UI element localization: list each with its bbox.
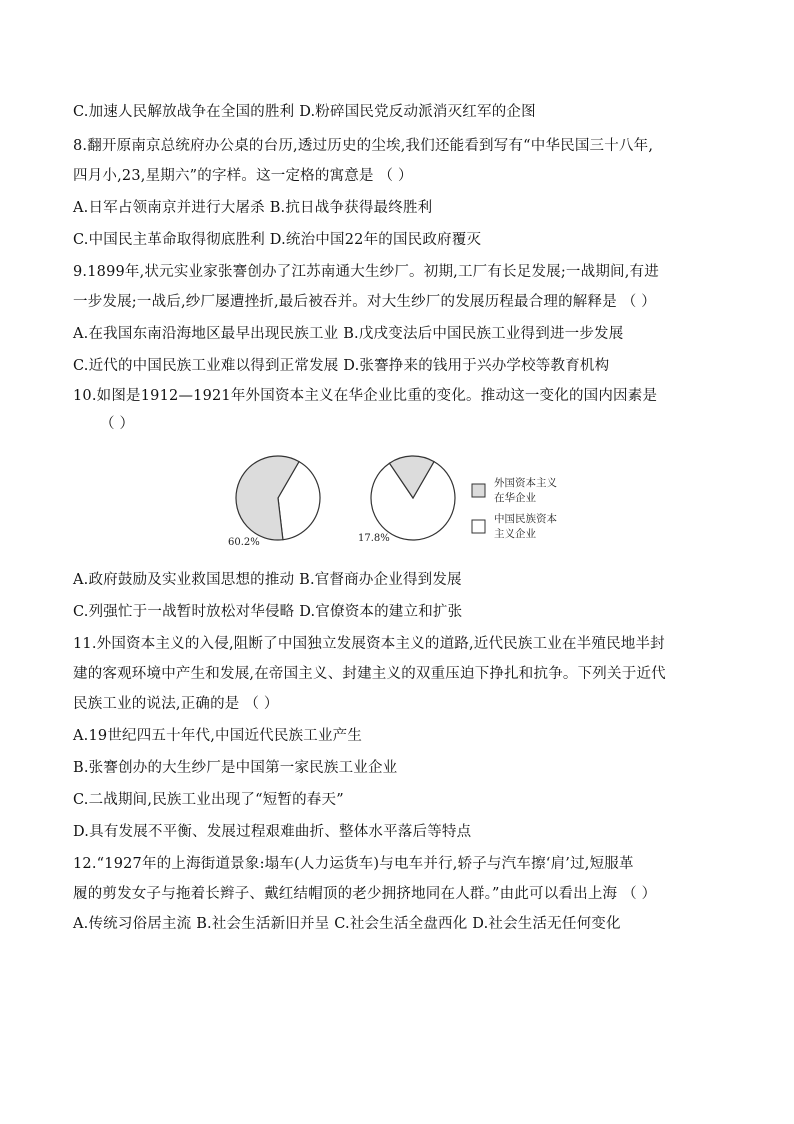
q10-options-cd: C.列强忙于一战暂时放松对华侵略 D.官僚资本的建立和扩张	[73, 604, 463, 620]
q9-options-ab: A.在我国东南沿海地区最早出现民族工业 B.戊戌变法后中国民族工业得到进一步发展	[73, 326, 624, 342]
legend-label-line2: 主义企业	[494, 528, 536, 540]
q10-options-ab: A.政府鼓励及实业救国思想的推动 B.官督商办企业得到发展	[73, 572, 462, 588]
q12-stem-line2: 履的剪发女子与拖着长辫子、戴红结帽顶的老少拥挤地同在人群。”由此可以看出上海 （ ）	[73, 886, 657, 902]
legend-swatch	[472, 484, 485, 497]
q9-stem-line2: 一步发展;一战后,纱厂屡遭挫折,最后被吞并。对大生纱厂的发展历程最合理的解释是 （ ）	[73, 294, 656, 310]
q11-option-c: C.二战期间,民族工业出现了“短暂的春天”	[73, 792, 344, 808]
q8-stem-line2: 四月小,23,星期六”的字样。这一定格的寓意是 （ ）	[73, 168, 413, 184]
q11-option-d: D.具有发展不平衡、发展过程艰难曲折、整体水平落后等特点	[73, 824, 472, 840]
q11-stem-line3: 民族工业的说法,正确的是 （ ）	[73, 696, 279, 712]
q8-options-ab: A.日军占领南京并进行大屠杀 B.抗日战争获得最终胜利	[73, 200, 433, 216]
q9-options-cd: C.近代的中国民族工业难以得到正常发展 D.张謇挣来的钱用于兴办学校等教育机构	[73, 358, 610, 374]
q9-stem-line1: 9.1899年,状元实业家张謇创办了江苏南通大生纱厂。初期,工厂有长足发展;一战期间,有进	[73, 264, 659, 280]
q11-stem-line1: 11.外国资本主义的入侵,阻断了中国独立发展资本主义的道路,近代民族工业在半殖民地半封	[73, 636, 665, 652]
q8-stem-line1: 8.翻开原南京总统府办公桌的台历,透过历史的尘埃,我们还能看到写有“中华民国三十八年,	[73, 138, 654, 154]
q7-options-cd: C.加速人民解放战争在全国的胜利 D.粉碎国民党反动派消灭红军的企图	[73, 104, 536, 120]
legend-label-line1: 中国民族资本	[494, 513, 557, 525]
pie-percent-label: 60.2%	[228, 537, 260, 548]
q12-options: A.传统习俗居主流 B.社会生活新旧并呈 C.社会生活全盘西化 D.社会生活无任何变化	[73, 916, 621, 932]
q12-stem-line1: 12.“1927年的上海街道景象:塌车(人力运货车)与电车并行,轿子与汽车擦‘肩’过,短服革	[73, 856, 634, 872]
q11-option-b: B.张謇创办的大生纱厂是中国第一家民族工业企业	[73, 760, 398, 776]
legend-swatch	[472, 520, 485, 533]
q11-option-a: A.19世纪四五十年代,中国近代民族工业产生	[73, 728, 363, 744]
pie-percent-label: 17.8%	[358, 533, 390, 544]
q8-options-cd: C.中国民主革命取得彻底胜利 D.统治中国22年的国民政府覆灭	[73, 232, 482, 248]
q10-stem-line1: 10.如图是1912—1921年外国资本主义在华企业比重的变化。推动这一变化的国内因素是	[73, 388, 658, 404]
legend-label-line2: 在华企业	[494, 492, 536, 504]
q11-stem-line2: 建的客观环境中产生和发展,在帝国主义、封建主义的双重压迫下挣扎和抗争。下列关于近代	[73, 666, 666, 682]
pie-chart-svg	[228, 446, 588, 556]
q10-stem-line2: （ ）	[100, 416, 135, 432]
pie-chart-figure	[228, 446, 588, 556]
legend-label-line1: 外国资本主义	[494, 477, 557, 489]
